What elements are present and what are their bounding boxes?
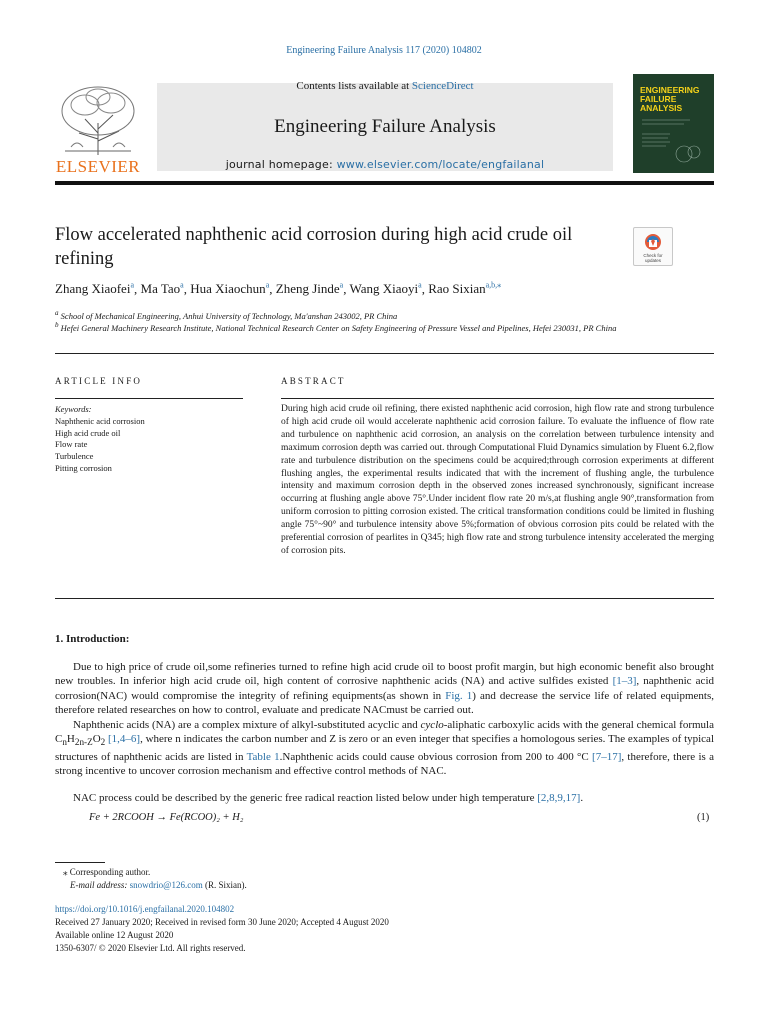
equation-number: (1) [697, 812, 710, 823]
affiliation-mark: b [55, 321, 59, 329]
email-name: (R. Sixian). [204, 880, 247, 890]
author-list: Zhang Xiaofei$^a$, Ma Tao$^a$, Hua Xiaochun$^a$, Zheng Jinde$^a$, Wang Xiaoyi$^a$, Rao Sixian$^{a,b,⁎}$ [55, 281, 502, 297]
homepage-link[interactable]: www.elsevier.com/locate/engfailanal [336, 158, 545, 171]
equation-1: Fe + 2RCOOH → Fe(RCOO)₂ + H₂ [89, 812, 244, 823]
keyword: Turbulence [55, 451, 94, 462]
citation-link[interactable]: [7–17] [592, 750, 622, 763]
section-divider [55, 598, 714, 599]
corresponding-author-note: ⁎ Corresponding author. [63, 867, 151, 877]
intro-paragraph-3: NAC process could be described by the generic free radical reaction listed below under high temperature [2,8,9,17]. [73, 792, 584, 804]
affiliation-b [55, 319, 655, 334]
email-link[interactable]: snowdrio@126.com [129, 880, 203, 890]
cover-title-line: FAILURE [640, 94, 677, 104]
author[interactable]: Ma Tao$^a$ [140, 281, 184, 297]
table-link[interactable]: Table 1 [246, 750, 280, 763]
article-info-heading: ARTICLE INFO [55, 376, 143, 386]
keywords-block [55, 404, 245, 475]
cover-title-line: ANALYSIS [640, 103, 683, 113]
article-title: Flow accelerated naphthenic acid corrosion during high acid crude oil refining [55, 225, 573, 269]
copyright: 1350-6307/ © 2020 Elsevier Ltd. All rights reserved. [55, 943, 246, 953]
author[interactable]: Zheng Jinde$^a$ [275, 281, 344, 297]
cover-title-line: ENGINEERING [640, 85, 700, 95]
cover-title [640, 86, 710, 113]
doi-link[interactable]: https://doi.org/10.1016/j.engfailanal.2020.104802 [55, 904, 235, 914]
keyword: Pitting corrosion [55, 462, 112, 473]
journal-title: Engineering Failure Analysis [274, 116, 496, 137]
keywords-label: Keywords: [55, 404, 92, 414]
contents-prefix: Contents lists available at [296, 80, 410, 92]
received-dates: Received 27 January 2020; Received in revised form 30 June 2020; Accepted 4 August 2020 [55, 917, 389, 927]
author[interactable]: Wang Xiaoyi$^a$ [349, 281, 422, 297]
footnote-divider [55, 862, 105, 863]
check-for-updates-badge[interactable] [633, 227, 673, 266]
email-label: E-mail address: [70, 880, 128, 890]
author[interactable]: Zhang Xiaofei$^a$ [55, 281, 135, 297]
figure-link[interactable]: Fig. 1 [445, 689, 473, 702]
sciencedirect-link[interactable]: ScienceDirect [411, 80, 474, 92]
affiliation-text: Hefei General Machinery Research Institute, National Technical Research Center on Safety Engineering of Pressure Vessel and Pipelines, Hefei 230031, PR China [60, 322, 617, 333]
article-info-divider [55, 398, 243, 399]
available-online: Available online 12 August 2020 [55, 930, 174, 940]
affiliation-mark: a [55, 309, 59, 317]
citation-link[interactable]: [1,4–6] [107, 733, 141, 746]
author[interactable]: Rao Sixian$^{a,b,⁎}$ [428, 281, 502, 297]
keyword: Flow rate [55, 439, 88, 450]
cover-artwork [640, 116, 706, 166]
journal-homepage [157, 158, 613, 171]
header-divider [55, 181, 714, 185]
abstract-divider [281, 398, 714, 399]
contents-line [157, 80, 613, 92]
abstract-text: During high acid crude oil refining, there existed naphthenic acid corrosion, high flow rate and strong turbulence of high acid crude oil would accelerate naphthenic acid corrosion failure. To evaluate the influence of flow rate and turbulence on naphthenic acid corrosion, an analysis on the correlation between turbulence intensity and maximum corrosion depth was carried out. through Computational Fluid Dynamics simulation by Fluent 6.2,flow rate and turbulence distribution on the specimens could be acquired;through corrosion experiments at different flushing angles, the experimental results indicated that with the increment of flushing angle, the turbulence intensity and maximum corrosion depth in the observed zones increased synchronously, significant increase occurring at flushing angle above 75°.Under incident flow rate 20 m/s,at flushing angle 90°,transformation from uniform corrosion to pitting corrosion existed. The critical transformation conditions could be limited in flushing angle 75°~90° and turbulence intensity above 5%;formation of obvious corrosion pits could be related with the preferential corrosion of pearlites in Q345; high flow rate and strong turbulence intensity accelerated the merging of corrosion pits. [281, 404, 714, 556]
journal-reference[interactable]: Engineering Failure Analysis 117 (2020) 104802 [286, 45, 482, 56]
introduction-heading: 1. Introduction: [55, 633, 130, 645]
affiliation-text: School of Mechanical Engineering, Anhui University of Technology, Ma'anshan 243002, PR China [60, 310, 398, 321]
keyword: High acid crude oil [55, 427, 121, 438]
intro-paragraph-1: Due to high price of crude oil,some refineries turned to refine high acid crude oil to boost profit margin, but high economic benefit also brought new troubles. In inferior high acid crude oil, high content of corrosive naphthenic acids (NA) and active sulfides existed [1–3], naphthenic acid corrosion(NAC) would compromise the integrity of refining equipments(as shown in Fig. 1) and decrease the service life of related equipments, therefore related researches on how to control, evaluate and predicate NACmust be carried out. [55, 661, 714, 716]
citation-link[interactable]: [2,8,9,17] [537, 792, 581, 804]
email-note [70, 880, 247, 890]
author[interactable]: Hua Xiaochun$^a$ [190, 281, 270, 297]
keyword: Naphthenic acid corrosion [55, 415, 145, 426]
intro-paragraph-2: Naphthenic acids (NA) are a complex mixture of alkyl-substituted acyclic and cyclo-aliphatic carboxylic acids with the general chemical formula $C_nH_{2n-Z}O_2$ [1,4–6], where n indicates the carbon number and Z is zero or an even integer that specifies a homologous series. The examples of typical structures of naphthenic acids are listed in Table 1.Naphthenic acids could cause obvious corrosion from 200 to 400 °C [7–17], therefore, there is a strong incentive to uncover corrosion mechanism and effective control methods of NAC. [55, 719, 715, 778]
citation-link[interactable]: [1–3] [612, 675, 637, 688]
homepage-prefix: journal homepage: [225, 158, 333, 171]
abstract-heading: ABSTRACT [281, 376, 346, 386]
badge-label: Check for updates [643, 253, 663, 263]
section-divider [55, 353, 714, 354]
publisher-wordmark: ELSEVIER [55, 157, 141, 176]
